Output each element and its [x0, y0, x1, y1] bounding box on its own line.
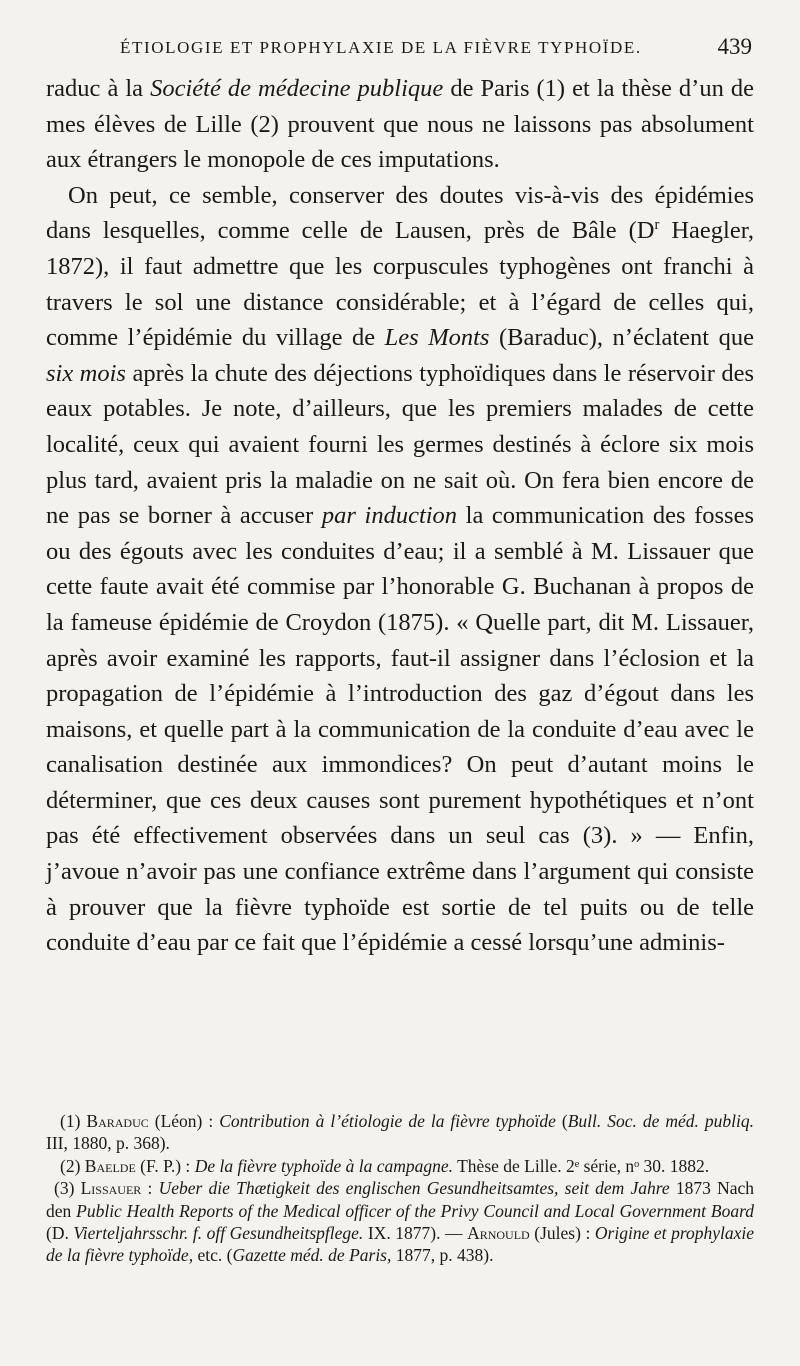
- italic-run: six mois: [46, 359, 126, 387]
- text-run: (Baraduc), n’éclatent que: [489, 324, 754, 352]
- text-run: :: [141, 1178, 159, 1199]
- text-run: la communication des fosses ou des égouts avec les conduites d’eau; il a semblé à M. Lissauer que cette faute avait été commise par l’honorable G. Buchanan à propos de la fameuse épidémie de Croydon (1875). « Quelle part, dit M. Lissauer, après avoir examiné les rapports, faut-il assigner dans l’éclosion et la propagation de l’épidémie à l’introduction des gaz d’égout dans les maisons, et quelle part à la communication de la conduite d’eau avec le canalisation destinée aux immondices? On peut d’autant moins le déterminer, que ces deux causes sont purement hypothétiques et n’ont pas été effectivement observées dans un seul cas (3). » — Enfin, j’avoue n’avoir pas une confiance extrême dans l’argument qui consiste à prouver que la fièvre typhoïde est sortie de tel puits ou de telle conduite d’eau par ce fait que l’épidémie a cessé lorsqu’une adminis-: [46, 502, 754, 957]
- text-run: raduc à la: [46, 75, 151, 102]
- footnote-1: [46, 1110, 754, 1155]
- footnote-mark: (3): [54, 1178, 81, 1199]
- paragraph-1: [46, 71, 754, 178]
- footnote-mark: (1): [60, 1111, 87, 1131]
- text-run: de Paris (1) et la thèse d’un de mes élèves de Lille (2) prouvent que nous ne laissons pas absolument aux étrangers le monopole de ces imputations.: [46, 75, 754, 174]
- text-run: (: [555, 1111, 568, 1131]
- footnotes: [46, 1110, 754, 1267]
- author-name: Baraduc: [86, 1111, 149, 1131]
- text-run: (D.: [46, 1223, 74, 1244]
- text-run: Haegler, 1872), il faut admettre que les corpuscules typhogènes ont franchi à travers le sol une distance considérable; et à l’égard de celles qui, comme l’épidémie du village de: [46, 217, 754, 352]
- italic-run: Vierteljahrsschr. f. off Gesundheitspflege.: [73, 1223, 364, 1244]
- text-run: après la chute des déjections typhoïdiques dans le réservoir des eaux potables. Je note, d’ailleurs, que les premiers malades de cette localité, ceux qui avaient fourni les germes destinés à éclore six mois plus tard, avaient pris la maladie on ne sait où. On fera bien encore de ne pas se borner à accuser: [46, 359, 755, 530]
- text-run: On peut, ce semble, conserver des doutes vis-à-vis des épidémies dans lesquelles, comme celle de Lausen, près de Bâle (D: [46, 181, 754, 245]
- superscript: r: [654, 217, 660, 234]
- author-name: Baelde: [84, 1155, 136, 1176]
- footnote-3: [46, 1177, 754, 1267]
- italic-run: De la fièvre typhoïde à la campagne.: [194, 1155, 454, 1176]
- italic-run: Société de médecine publique: [150, 75, 444, 102]
- author-name: Arnould: [467, 1223, 530, 1244]
- text-run: IX. 1877). —: [363, 1223, 468, 1244]
- italic-run: Bull. Soc. de méd. publiq.: [567, 1111, 755, 1131]
- page-header: [48, 36, 752, 66]
- author-name: Lissauer: [80, 1178, 142, 1199]
- main-text: [46, 71, 754, 961]
- footnote-2: [46, 1155, 754, 1177]
- italic-run: Origine et prophylaxie de la fièvre typhoïde: [46, 1223, 755, 1266]
- text-run: 1873 Nach den: [46, 1178, 754, 1221]
- italic-run: Ueber die Thætigkeit des englischen Gesundheitsamtes, seit dem Jahre: [158, 1178, 670, 1199]
- italic-run: par induction: [321, 502, 458, 530]
- italic-run: Contribution à l’étiologie de la fièvre typhoïde: [219, 1111, 556, 1131]
- text-run: Thèse de Lille. 2ᵉ série, nᵒ 30. 1882.: [453, 1155, 710, 1176]
- text-run: , etc. (: [188, 1245, 233, 1266]
- text-run: (F. P.) :: [135, 1155, 195, 1176]
- running-title: ÉTIOLOGIE ET PROPHYLAXIE DE LA FIÈVRE TYPHOÏDE.: [120, 38, 642, 57]
- text-run: (Léon) :: [148, 1111, 220, 1131]
- text-run: 1877, p. 438).: [391, 1245, 494, 1266]
- text-run: (Jules) :: [529, 1223, 595, 1244]
- italic-run: Gazette méd. de Paris,: [232, 1245, 392, 1266]
- footnote-mark: (2): [60, 1155, 85, 1176]
- italic-run: Public Health Reports of the Medical officer of the Privy Council and Local Government Board: [76, 1200, 754, 1221]
- text-run: III, 1880, p. 368).: [46, 1133, 170, 1154]
- paragraph-2: [46, 178, 754, 961]
- page-number: 439: [717, 34, 752, 59]
- italic-run: Les Monts: [384, 324, 490, 352]
